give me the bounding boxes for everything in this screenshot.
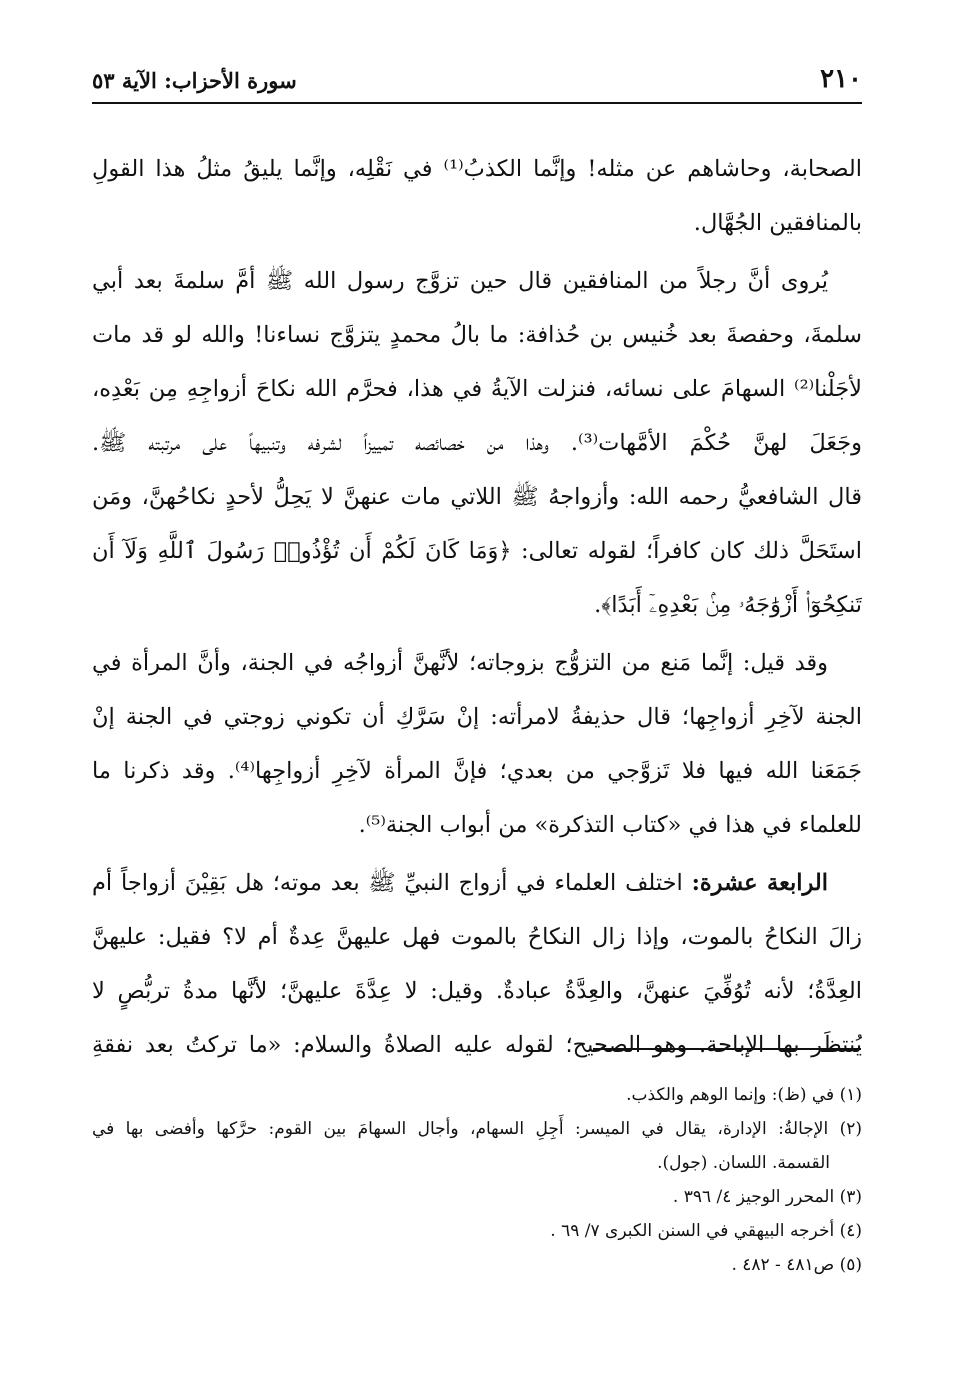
quran-verse-line: استَحَلَّ ذلك كان كافراً؛ لقوله تعالى: ﴿وَمَا كَانَ لَكُمْ أَن تُؤْذُوا۟ رَسُولَ ٱللَّهِ وَلَآ أَن (92, 538, 862, 564)
text-line: يُنتظَر بها الإباحة. وهو الصحيح؛ لقوله عليه الصلاةُ والسلام: «ما تركتُ بعد نفقةِ (92, 1032, 862, 1058)
text-line: وجَعَلَ لهنَّ حُكْمَ الأمَّهات⁽³⁾. وهذا من خصائصه تمييزاً لشرفه وتنبيهاً على مرتبته ﷺ. (92, 430, 862, 456)
footnote-2-continued: القسمة. اللسان. (جول). (657, 1153, 830, 1173)
text-line: قال الشافعيُّ رحمه الله: وأزواجهُ ﷺ اللاتي مات عنهنَّ لا يَحِلُّ لأحدٍ نكاحُهنَّ، ومَن (92, 484, 862, 510)
footnote-4: (٤) أخرجه البيهقي في السنن الكبرى ٧/ ٦٩ . (550, 1221, 862, 1241)
text-line: الجنة لآخِرِ أزواجِها؛ قال حذيفةُ لامرأته: إنْ سَرَّكِ أن تكوني زوجتي في الجنة إنْ (92, 704, 862, 730)
footnote-divider (593, 1048, 861, 1050)
page-number: ٢١٠ (820, 64, 862, 94)
text-line: بالمنافقين الجُهَّال. (693, 210, 862, 236)
section-heading: الرابعة عشرة: (691, 870, 829, 896)
text-line: زالَ النكاحُ بالموت، وإذا زال النكاحُ بالموت فهل عليهنَّ عِدةٌ أم لا؟ فقيل: عليهنَّ (92, 924, 862, 950)
main-text (92, 142, 862, 1072)
running-title: سورة الأحزاب: الآية ٥٣ (92, 68, 297, 93)
text-span: اختلف العلماء في أزواج النبيِّ ﷺ بعد موته؛ هل بَقِيْنَ أزواجاً أم (92, 870, 692, 896)
quran-verse-line: تَنكِحُوٓا۟ أَزْوَٰجَهُۥ مِنۢ بَعْدِهِۦٓ أَبَدًا﴾. (594, 592, 862, 618)
text-line: سلمةَ، وحفصةَ بعد خُنيس بن حُذافة: ما بالُ محمدٍ يتزوَّج نساءنا! والله لو قد مات (92, 322, 862, 348)
footnotes (92, 1078, 862, 1282)
header-divider (92, 102, 862, 104)
footnote-5: (٥) ص٤٨١ - ٤٨٢ . (731, 1255, 862, 1275)
text-line (92, 856, 862, 910)
text-line: للعلماء في هذا في «كتاب التذكرة» من أبواب الجنة⁽⁵⁾. (358, 812, 862, 838)
text-line: العِدَّةُ؛ لأنه تُوُفِّيَ عنهنَّ، والعِدَّةُ عبادةٌ. وقيل: لا عِدَّةَ عليهنَّ؛ لأنَّها مدةُ تربُّصٍ لا (92, 978, 862, 1004)
text-line: جَمَعَنا الله فيها فلا تَزوَّجي من بعدي؛ فإنَّ المرأة لآخِرِ أزواجِها⁽⁴⁾. وقد ذكرنا ما (92, 758, 862, 784)
footnote-3: (٣) المحرر الوجيز ٤/ ٣٩٦ . (672, 1187, 862, 1207)
text-line: وقد قيل: إنَّما مَنع من التزوُّج بزوجاته؛ لأنَّهنَّ أزواجُه في الجنة، وأنَّ المرأة في (92, 650, 828, 676)
footnote-2: (٢) الإجالةُ: الإدارة، يقال في الميسر: أَجِلِ السهام، وأجال السهامَ بين القوم: حرَّكها وأفضى بها في (92, 1119, 862, 1139)
text-line: يُروى أنَّ رجلاً من المنافقين قال حين تزوَّج رسول الله ﷺ أمَّ سلمةَ بعد أبي (92, 268, 828, 294)
text-line: لأجَلْنا⁽²⁾ السهامَ على نسائه، فنزلت الآيةُ في هذا، فحرَّم الله نكاحَ أزواجِهِ مِن بَعْدِه، (92, 376, 862, 402)
footnote-1: (١) في (ظ): وإنما الوهم والكذب. (626, 1085, 862, 1105)
text-line: الصحابة، وحاشاهم عن مثله! وإنَّما الكذبُ⁽¹⁾ في نَقْلِه، وإنَّما يليقُ مثلُ هذا القولِ (92, 156, 862, 182)
page-header (92, 62, 862, 102)
